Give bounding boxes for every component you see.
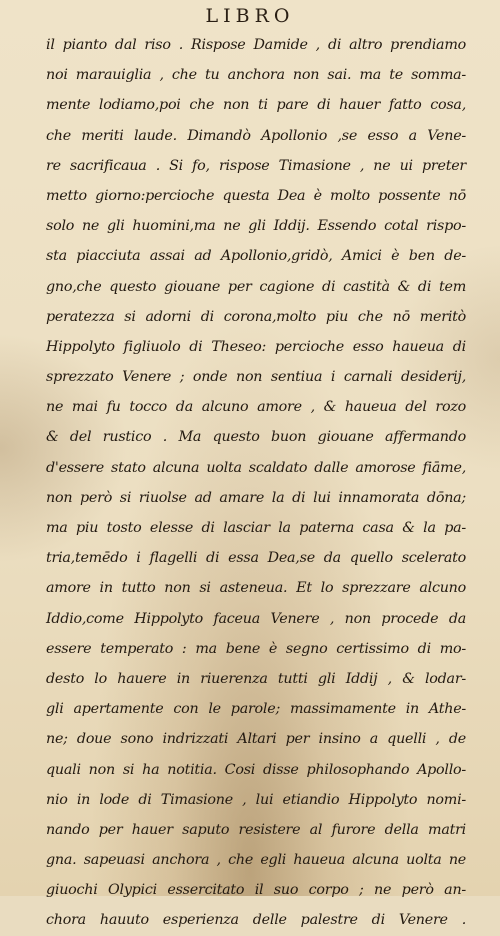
text-block (46, 30, 466, 936)
text-line: che meriti laude. Dimandò Apollonio ,se esso a Vene- (46, 127, 466, 144)
text-line: tria,temēdo i flagelli di essa Dea,se da quello scelerato (46, 550, 466, 567)
text-line: quali non si ha notitia. Cosi disse philosophando Apollo- (46, 761, 466, 778)
running-head: LIBRO (205, 5, 295, 27)
text-line: re sacrificaua . Si fo, rispose Timasione , ne ui preter (46, 157, 466, 174)
text-line: Iddio,come Hippolyto faceua Venere , non procede da (46, 610, 466, 627)
text-line: peratezza si adorni di corona,molto piu che nō meritò (46, 308, 466, 325)
text-line: essere temperato : ma bene è segno certissimo di mo- (46, 640, 466, 657)
text-line: gno,che questo giouane per cagione di castità & di tem (46, 278, 466, 295)
text-line: nando per hauer saputo resistere al furore della matri (46, 821, 466, 838)
text-line: & del rustico . Ma questo buon giouane affermando (46, 429, 466, 446)
text-line: solo ne gli huomini,ma ne gli Iddij. Essendo cotal rispo- (46, 218, 466, 235)
text-line: il pianto dal riso . Rispose Damide , di altro prendiamo (46, 37, 466, 53)
text-line: giuochi Olypici essercitato il suo corpo ; ne però an- (46, 882, 466, 899)
text-line: desto lo hauere in riuerenza tutti gli Iddij , & lodar- (46, 670, 466, 687)
text-line: d'essere stato alcuna uolta scaldato dalle amorose fiāme, (46, 459, 466, 476)
text-line: mente lodiamo,poi che non ti pare di hauer fatto cosa, (46, 97, 466, 114)
text-line: sta piacciuta assai ad Apollonio,gridò, Amici è ben de- (46, 248, 466, 265)
text-line: ma piu tosto elesse di lasciar la paterna casa & la pa- (46, 520, 466, 536)
text-line: ne; doue sono indrizzati Altari per insino a quelli , de (46, 731, 466, 748)
text-line: gli apertamente con le parole; massimamente in Athe- (46, 701, 466, 718)
text-line: chora hauuto esperienza delle palestre di Venere . (46, 912, 466, 929)
text-line: sprezzato Venere ; onde non sentiua i carnali desiderij, (46, 369, 466, 386)
text-line: noi marauiglia , che tu anchora non sai. ma te somma- (46, 67, 466, 84)
text-line: gna. sapeuasi anchora , che egli haueua alcuna uolta ne (46, 852, 466, 869)
text-line: amore in tutto non si asteneua. Et lo sprezzare alcuno (46, 580, 466, 597)
text-line: non però si riuolse ad amare la di lui innamorata dōna; (46, 489, 466, 506)
text-line: nio in lode di Timasione , lui etiandio Hippolyto nomi- (46, 791, 466, 808)
text-line: metto giorno:percioche questa Dea è molto possente nō (46, 187, 466, 204)
text-line: Hippolyto figliuolo di Theseo: percioche esso haueua di (46, 338, 466, 355)
text-line: ne mai fu tocco da alcuno amore , & haueua del rozo (46, 399, 466, 416)
